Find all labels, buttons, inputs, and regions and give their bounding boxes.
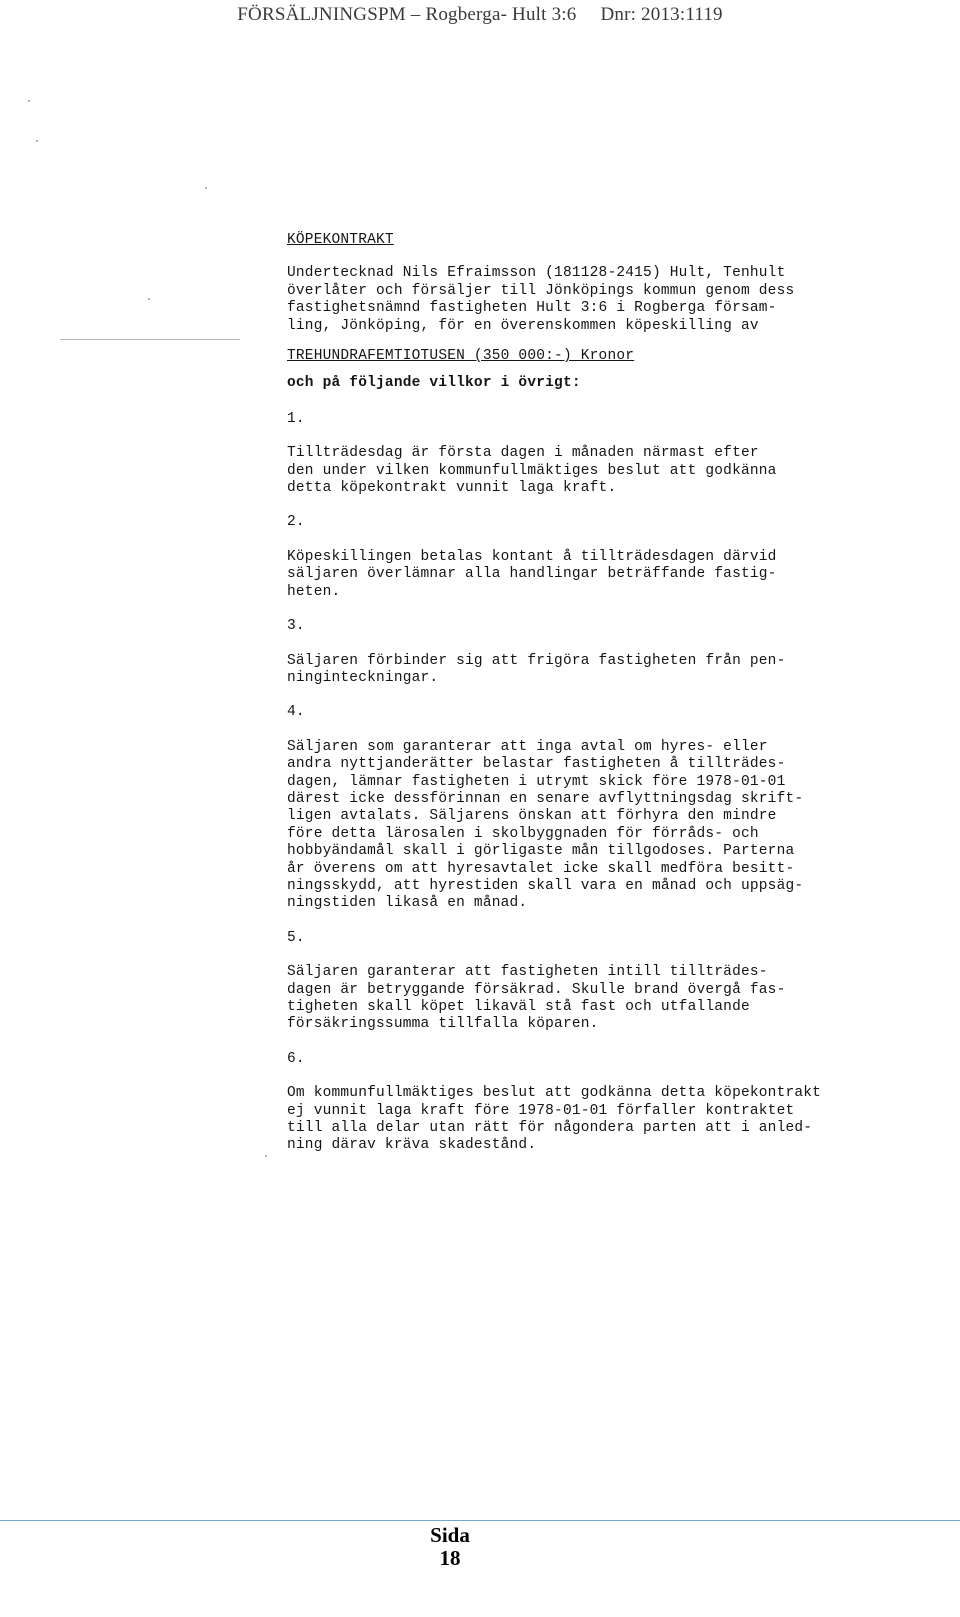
section-number: 3. [287,618,305,635]
section-number: 4. [287,704,305,721]
contract-body [287,232,862,1172]
footer-label: Sida [430,1523,470,1547]
page-number: 18 [439,1546,461,1570]
section-number: 2. [287,514,305,531]
section-number: 5. [287,929,305,946]
scan-speck [205,187,207,189]
page-footer [420,1524,480,1570]
footer-rule [0,1520,960,1521]
price-amount: TREHUNDRAFEMTIOTUSEN (350 000:-) Kronor [287,348,635,365]
conditions-line: och på följande villkor i övrigt: [287,375,581,392]
purchase-price [287,348,862,365]
header-title: FÖRSÄLJNINGSPM – Rogberga- Hult 3:6 [237,4,577,25]
scan-speck [36,140,38,142]
section-text: Tillträdesdag är första dagen i månaden närmast efter den under vilken kommunfullmäktiges beslut att godkänna detta köpekontrakt vunnit laga kraft. [287,445,777,497]
section-number: 6. [287,1050,305,1067]
section-text: Säljaren garanterar att fastigheten intill tillträdes- dagen är betryggande försäkrad. Skulle brand övergå fas- tigheten skall köpet likaväl stå fast och utfallande försäkringssumma tillfalla köparen. [287,964,786,1033]
contract-title: KÖPEKONTRAKT [287,232,394,248]
scan-speck [265,1155,267,1157]
section-number: 1. [287,410,305,427]
scan-speck [28,100,30,102]
header-dnr: Dnr: 2013:1119 [600,4,723,25]
scan-line [60,339,240,340]
contract-intro: Undertecknad Nils Efraimsson (181128-2415) Hult, Tenhult överlåter och försäljer till Jönköpings kommun genom dess fastighetsnämnd fastigheten Hult 3:6 i Rogberga försam- ling, Jönköping, för en överenskommen köpeskilling av [287,265,795,334]
section-text: Om kommunfullmäktiges beslut att godkänna detta köpekontrakt ej vunnit laga kraft före 1978-01-01 förfaller kontraktet till alla delar utan rätt för någondera parten att i anled- ning därav kräva skadestånd. [287,1085,822,1154]
scan-speck [148,298,150,300]
section-text: Köpeskillingen betalas kontant å tillträdesdagen därvid säljaren överlämnar alla handlingar beträffande fastig- heten. [287,548,777,600]
page-header [0,4,960,26]
section-text: Säljaren förbinder sig att frigöra fastigheten från pen- ninginteckningar. [287,652,786,686]
section-text: Säljaren som garanterar att inga avtal om hyres- eller andra nyttjanderätter belastar fastigheten å tillträdes- dagen, lämnar fastigheten i utrymt skick före 1978-01-01 därest icke dessförinnan en senare avflyttningsdag skrift- ligen avtalats. Säljarens önskan att förhyra den mindre före detta lärosalen i skolbyggnaden för förråds- och hobbyändamål skall i görligaste mån tillgodoses. Parterna år överens om att hyresavtalet icke skall medföra besitt- ningsskydd, att hyrestiden skall vara en månad och uppsäg- ningstiden likaså en månad. [287,738,804,912]
